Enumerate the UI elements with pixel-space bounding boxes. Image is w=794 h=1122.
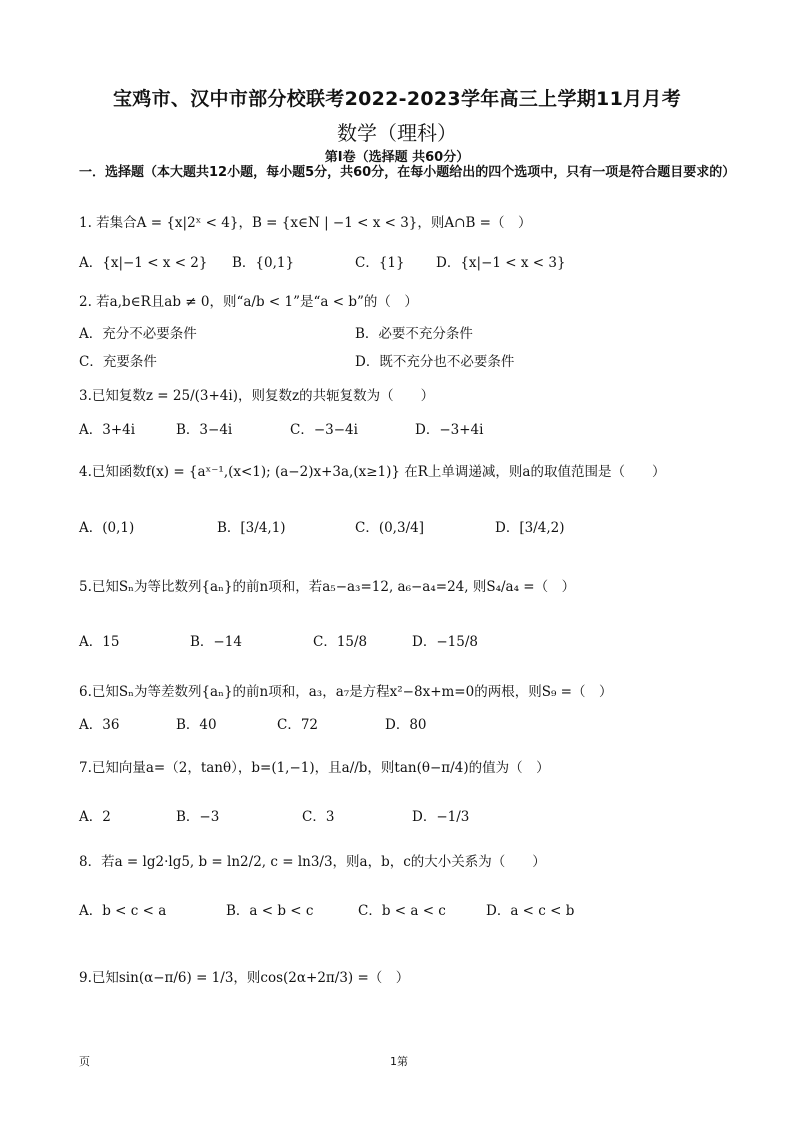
question-9-stem: 9.已知sin(α−π/6) = 1/3，则cos(2α+2π/3) =（ ）	[79, 970, 410, 986]
exam-title: 宝鸡市、汉中市部分校联考2022-2023学年高三上学期11月月考	[113, 88, 681, 110]
question-1-stem: 1. 若集合A = {x|2ˣ < 4}，B = {x∈N | −1 < x < 3}，则A∩B =（ ）	[79, 215, 532, 231]
question-8-stem: 8．若a = lg2·lg5, b = ln2/2, c = ln3/3，则a，b，c的大小关系为（ ）	[79, 854, 546, 870]
question-7-stem: 7.已知向量a=（2，tanθ），b=(1,−1)，且a//b，则tan(θ−π/4)的值为（ ）	[79, 760, 550, 776]
question-8-option-d: D．a < c < b	[486, 903, 575, 919]
question-7-option-b: B．−3	[176, 809, 220, 825]
question-4-option-c: C．(0,3/4]	[355, 520, 424, 536]
section-heading: 一．选择题（本大题共12小题，每小题5分，共60分，在每小题给出的四个选项中，只有一项是符合题目要求的）	[79, 165, 736, 180]
question-8-option-c: C．b < a < c	[358, 903, 446, 919]
question-3-option-b: B．3−4i	[176, 422, 233, 438]
question-2-option-a: A．充分不必要条件	[79, 326, 197, 342]
question-6-option-b: B．40	[176, 717, 217, 733]
question-2-stem: 2. 若a,b∈R且ab ≠ 0，则“a/b < 1”是“a < b”的（ ）	[79, 294, 418, 310]
question-3-option-d: D．−3+4i	[415, 422, 484, 438]
question-3-option-a: A．3+4i	[79, 422, 136, 438]
question-5-stem: 5.已知Sₙ为等比数列{aₙ}的前n项和，若a₅−a₃=12, a₆−a₄=24, 则S₄/a₄ =（ ）	[79, 579, 576, 595]
question-8-option-a: A．b < c < a	[79, 903, 167, 919]
exam-subtitle: 数学（理科）	[337, 121, 457, 145]
question-8-option-b: B．a < b < c	[226, 903, 314, 919]
question-4-option-b: B．[3/4,1)	[217, 520, 286, 536]
part-heading: 第Ⅰ卷（选择题 共60分）	[324, 150, 470, 165]
question-5-option-d: D．−15/8	[412, 634, 478, 650]
question-5-option-c: C．15/8	[313, 634, 368, 650]
question-2-option-d: D．既不充分也不必要条件	[355, 354, 515, 370]
question-5-option-a: A．15	[79, 634, 120, 650]
question-2-option-c: C．充要条件	[79, 354, 157, 370]
question-6-option-a: A．36	[79, 717, 120, 733]
question-4-option-a: A．(0,1)	[79, 520, 135, 536]
question-1-option-a: A．{x|−1 < x < 2}	[79, 255, 208, 271]
question-1-option-b: B．{0,1}	[232, 255, 295, 271]
question-6-option-c: C．72	[277, 717, 319, 733]
footer-page-number: 1第	[390, 1055, 408, 1068]
question-2-option-b: B．必要不充分条件	[355, 326, 473, 342]
question-7-option-c: C．3	[302, 809, 335, 825]
question-5-option-b: B．−14	[190, 634, 242, 650]
question-1-option-d: D．{x|−1 < x < 3}	[436, 255, 566, 271]
question-3-stem: 3.已知复数z = 25/(3+4i)，则复数z的共轭复数为（ ）	[79, 388, 435, 404]
question-6-option-d: D．80	[385, 717, 427, 733]
question-4-stem: 4.已知函数f(x) = {aˣ⁻¹,(x<1); (a−2)x+3a,(x≥1)} 在R上单调递减，则a的取值范围是（ ）	[79, 464, 666, 480]
question-7-option-d: D．−1/3	[412, 809, 470, 825]
footer-left: 页	[79, 1055, 90, 1068]
question-7-option-a: A．2	[79, 809, 111, 825]
question-1-option-c: C．{1}	[355, 255, 405, 271]
question-6-stem: 6.已知Sₙ为等差数列{aₙ}的前n项和，a₃，a₇是方程x²−8x+m=0的两根，则S₉ =（ ）	[79, 684, 613, 700]
question-3-option-c: C．−3−4i	[290, 422, 358, 438]
question-4-option-d: D．[3/4,2)	[495, 520, 565, 536]
